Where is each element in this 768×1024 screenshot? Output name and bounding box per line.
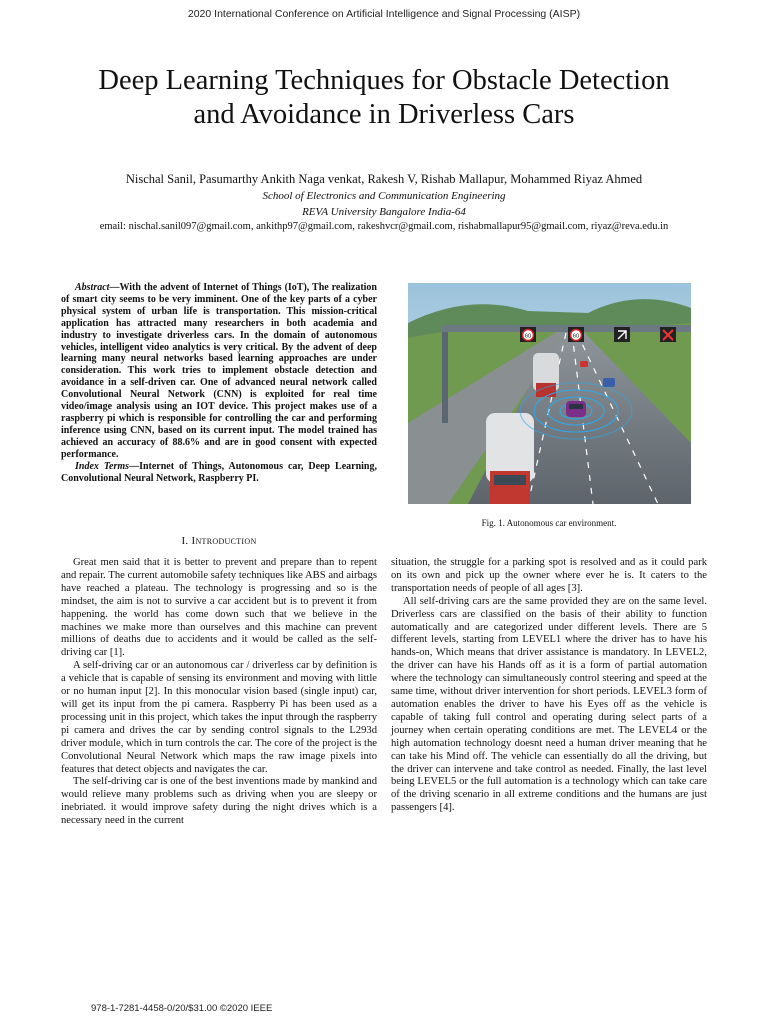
speed-sign-1: 60 xyxy=(524,333,532,340)
intro-paragraph-3: The self-driving car is one of the best inventions made by mankind and would relieve many problems such as driving when you are sleepy or inebriated. it would improve safety during the night drives which is a necessary need in the current xyxy=(61,776,377,827)
title-line-2: and Avoidance in Driverless Cars xyxy=(193,99,575,130)
title-line-1: Deep Learning Techniques for Obstacle Detection xyxy=(98,65,670,96)
index-terms-label: Index Terms xyxy=(75,460,130,472)
intro-paragraph-2: A self-driving car or an autonomous car / driverless car by definition is a vehicle that is capable of sensing its environment and moving with little or no human input [2]. In this monocular vision based (single input) car, will get its input from the pi camera. Raspberry Pi has been used as a processing unit in this project, which takes the input through the raspberry pi camera and drives the car by sending control signals to the L293d driver module, which in turn controls the car. The core of the project is the Convolutional Neural Network which maps the raw image pixels into features that detect objects and navigates the car. xyxy=(61,660,377,775)
intro-paragraph-1: Great men said that it is better to prevent and prepare than to repent and repair. The current automobile safety techniques like ABS and airbags have reached a plateau. The technology is progressing and so is the mindset, the aim is not to survive a car accident but is to prevent it from happening. the world has come down such that we believe in the machines we make more than ourselves and this machine can prevent millions of deaths due to accidents and it would be called as the self-driving car [1]. xyxy=(61,557,377,659)
author-list: Nischal Sanil, Pasumarthy Ankith Naga venkat, Rakesh V, Rishab Mallapur, Mohammed Riyaz Ahmed xyxy=(125,172,643,186)
index-terms-text: —Internet of Things, Autonomous car, Deep Learning, Convolutional Neural Network, Raspberry PI. xyxy=(61,460,377,484)
other-car-1 xyxy=(603,378,615,387)
abstract-paragraph xyxy=(61,282,377,461)
autonomous-car xyxy=(566,401,586,417)
other-car-2 xyxy=(580,361,588,367)
right-column-body xyxy=(391,557,707,815)
abstract-label: Abstract xyxy=(75,282,110,293)
figure-caption: Fig. 1. Autonomous car environment. xyxy=(481,518,617,528)
speed-sign-2: 60 xyxy=(572,333,580,340)
section-heading xyxy=(61,535,377,547)
tanker-truck-near xyxy=(486,413,534,504)
highway-illustration xyxy=(408,283,691,504)
section-number: I. xyxy=(181,535,192,547)
section-title: Introduction xyxy=(191,535,257,547)
abstract-text: —With the advent of Internet of Things (IoT), The realization of smart city seems to be very imminent. One of the key parts of a cyber physical system of urban life is transportation. This mission-critical application has attracted many researchers in both academia and industry to investigate driverless cars. In the domain of autonomous vehicles, intelligent video analytics is very critical. By the advent of deep learning many neural networks based learning approaches are under consideration. This work tries to implement obstacle detection and avoidance in a self-driven car. One of advanced neural network called Convolutional Neural Network (CNN) is exploited for real time video/image analysis using an IOT device. This project makes use of a raspberry pi which is responsible for controlling the car and performing inference using CNN, based on its current input. The model trained has achieved an accuracy of 88.6% and are in good consent with expected performance. xyxy=(61,282,377,460)
affiliation-university: REVA University Bangalore India-64 xyxy=(302,206,466,218)
affiliation-school: School of Electronics and Communication Engineering xyxy=(262,190,506,202)
email-line: email: nischal.sanil097@gmail.com, ankithp97@gmail.com, rakeshvcr@gmail.com, rishabmallapur95@gmail.com, riyaz@reva.edu.in xyxy=(99,221,669,232)
abstract-block xyxy=(61,282,377,484)
intro-paragraph-4: All self-driving cars are the same provided they are on the same level. Driverless cars are classified on the basis of their ability to function automatically and are categorized under different levels. There are 5 different levels, starting from LEVEL1 where the driver has to have his hands-on, Which means that driver assistance is mandatory. In LEVEL2, the driver can have his Hands off as it is a form of partial automation where the technology can simultaneously control steering and speed at the same time, without driver intervention for short periods. LEVEL3 form of automation enables the driver to have his Eyes off as the vehicle is capable of taking full control and operating during select parts of a journey when certain operating conditions are met. The LEVEL4 or the high automation technology doesnt need a human driver meaning that he can take his Mind off. The vehicle can essentially do all the driving, but the driver can intervene and take control as needed. Finally, the last level being LEVEL5 or the full automation is a technology which can take care of the driving scenario in all extreme conditions and the humans are just passengers [4]. xyxy=(391,595,707,814)
intro-paragraph-3-continued: situation, the struggle for a parking spot is resolved and as it could park on its own and pick up the owner where ever he is. It caters to the transportation needs of people of all ages [3]. xyxy=(391,557,707,594)
figure-autonomous-car xyxy=(408,283,691,504)
copyright-footer: 978-1-7281-4458-0/20/$31.00 ©2020 IEEE xyxy=(91,1003,273,1014)
paper-title xyxy=(40,64,728,132)
index-terms-paragraph xyxy=(61,461,377,485)
conference-header: 2020 International Conference on Artificial Intelligence and Signal Processing (AISP) xyxy=(187,8,581,20)
left-column-body xyxy=(61,557,377,828)
